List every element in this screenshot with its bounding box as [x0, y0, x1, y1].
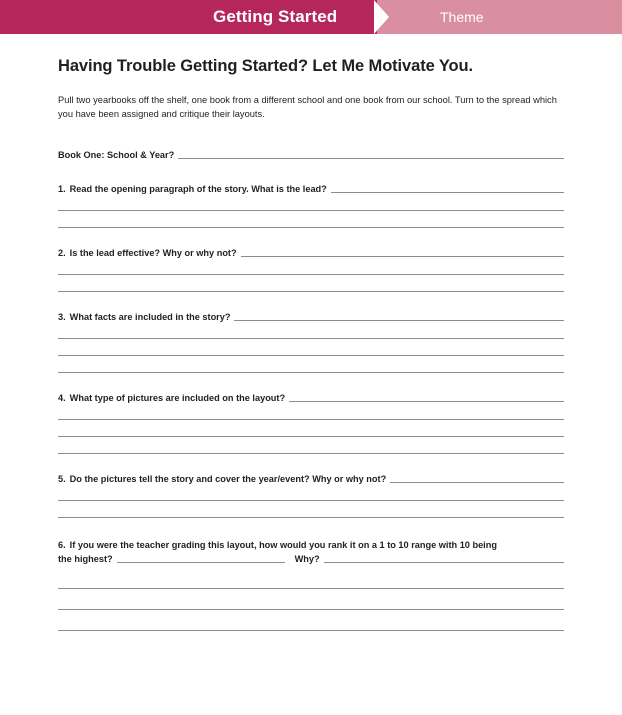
- question-1-text: Read the opening paragraph of the story. What is the lead?: [69, 183, 327, 194]
- question-4-number: 4.: [58, 392, 66, 403]
- question-4-text: What type of pictures are included on the layout?: [69, 392, 286, 403]
- question-1: [58, 184, 564, 228]
- question-6-answer-line[interactable]: [58, 630, 564, 631]
- tab-getting-started-label: Getting Started: [213, 7, 338, 26]
- question-3-row: [58, 312, 564, 322]
- question-6-row-first: [58, 540, 564, 550]
- question-2-number: 2.: [58, 247, 66, 258]
- question-1-row: [58, 184, 564, 194]
- breadcrumb-ribbon: [0, 0, 622, 34]
- worksheet-page: [0, 57, 622, 631]
- question-5-number: 5.: [58, 473, 66, 484]
- question-2-input-line[interactable]: [241, 256, 564, 257]
- book-one-label: Book One: School & Year?: [58, 149, 175, 160]
- question-4: [58, 393, 564, 454]
- question-6: [58, 540, 564, 631]
- question-6-text: If you were the teacher grading this layout, how would you rank it on a 1 to 10 range with 10 being: [69, 539, 497, 550]
- question-5-text: Do the pictures tell the story and cover the year/event? Why or why not?: [69, 473, 387, 484]
- question-4-input-line[interactable]: [289, 401, 564, 402]
- question-5: [58, 474, 564, 518]
- question-6-row-second: [58, 554, 564, 564]
- question-6-number: 6.: [58, 539, 66, 550]
- chevron-gap-icon: [374, 0, 389, 34]
- question-6-rank-input-line[interactable]: [117, 562, 285, 563]
- question-6-why-input-line[interactable]: [324, 562, 564, 563]
- question-5-input-line[interactable]: [390, 482, 564, 483]
- question-6-text-continued: the highest?: [58, 553, 113, 564]
- question-6-why-label: Why?: [294, 553, 320, 564]
- question-3-text: What facts are included in the story?: [69, 311, 231, 322]
- question-2: [58, 248, 564, 292]
- question-1-input-line[interactable]: [331, 192, 564, 193]
- question-2-text: Is the lead effective? Why or why not?: [69, 247, 237, 258]
- question-4-row: [58, 393, 564, 403]
- tab-theme-label[interactable]: Theme: [440, 9, 484, 25]
- intro-paragraph: Pull two yearbooks off the shelf, one book from a different school and one book from our school. Turn to the spread which you have been assigned and critique their layouts.: [58, 95, 557, 120]
- question-3: [58, 312, 564, 373]
- page-title: Having Trouble Getting Started? Let Me Motivate You.: [58, 57, 473, 75]
- question-3-input-line[interactable]: [234, 320, 564, 321]
- book-one-input-line[interactable]: [178, 158, 564, 159]
- question-1-number: 1.: [58, 183, 66, 194]
- question-5-row: [58, 474, 564, 484]
- question-3-number: 3.: [58, 311, 66, 322]
- question-2-row: [58, 248, 564, 258]
- book-one-row: [58, 150, 564, 160]
